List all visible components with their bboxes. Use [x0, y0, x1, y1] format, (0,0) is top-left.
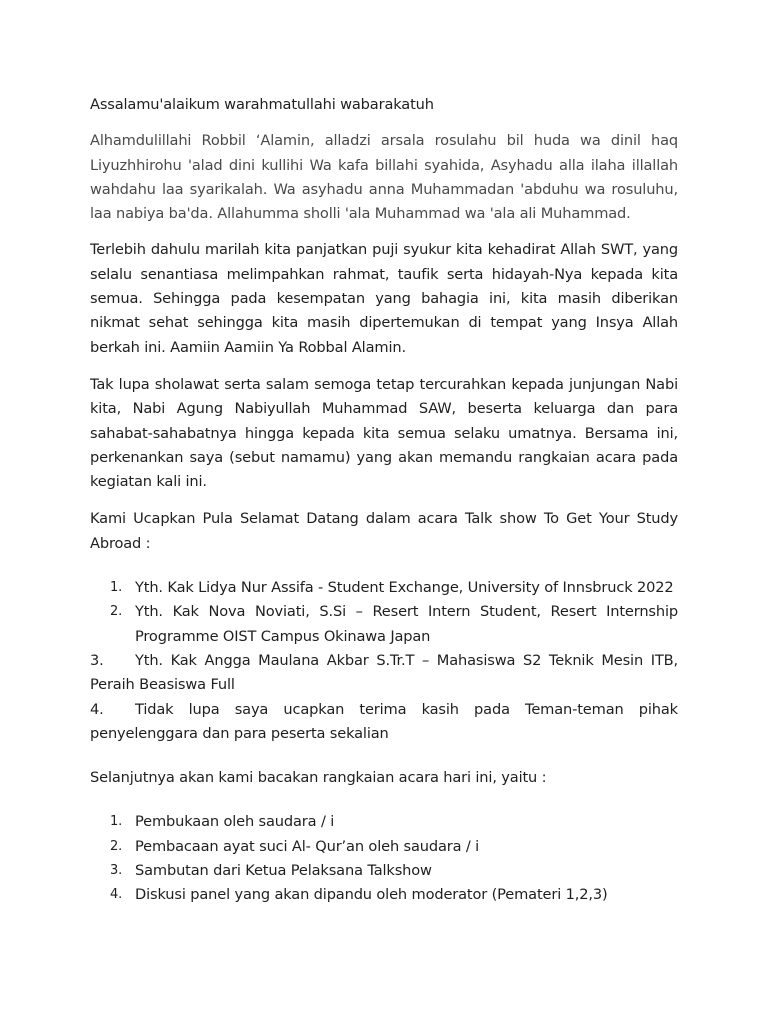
- list-marker: 3.: [90, 651, 104, 669]
- list-marker: 4.: [110, 887, 123, 903]
- sholawat-paragraph: Tak lupa sholawat serta salam semoga tetap tercurahkan kepada junjungan Nabi kita, Nabi Agung Nabiyullah Muhammad SAW, beserta keluarga dan para sahabat-sahabatnya hingga kepada kita semua selaku umatnya. Bersama ini, perkenankan saya (sebut namamu) yang akan memandu rangkaian acara pada kegiatan kali ini.: [90, 375, 678, 491]
- speaker-list: [90, 576, 678, 649]
- greeting-line: Assalamu'alaikum warahmatullahi wabarakatuh: [90, 96, 434, 113]
- list-marker: 1.: [110, 580, 123, 596]
- list-item-flat: [90, 698, 678, 747]
- list-item-flat: [90, 649, 678, 698]
- document-page: [90, 93, 678, 908]
- list-item: [90, 600, 678, 649]
- list-item: [90, 835, 678, 859]
- list-marker: 4.: [90, 700, 104, 718]
- list-item-text: Tidak lupa saya ucapkan terima kasih pada Teman-teman pihak penyelenggara dan para peserta sekalian: [90, 700, 678, 742]
- list-item-text: Yth. Kak Angga Maulana Akbar S.Tr.T – Mahasiswa S2 Teknik Mesin ITB, Peraih Beasiswa Full: [90, 651, 678, 694]
- list-marker: 2.: [110, 838, 123, 854]
- list-item: [90, 576, 678, 600]
- list-item-text: Yth. Kak Nova Noviati, S.Si – Resert Intern Student, Resert Internship Programme OIST Campus Okinawa Japan: [135, 603, 678, 645]
- list-marker: 2.: [110, 604, 123, 620]
- list-item-text: Sambutan dari Ketua Pelaksana Talkshow: [135, 862, 432, 880]
- list-item-text: Pembukaan oleh saudara / i: [135, 813, 335, 831]
- opening-prayer-paragraph: Alhamdulillahi Robbil ‘Alamin, alladzi arsala rosulahu bil huda wa dinil haq Liyuzhhirohu 'alad dini kullihi Wa kafa billahi syahida, Asyhadu alla ilaha illallah wahdahu laa syarikalah. Wa asyhadu anna Muhammadan 'abduhu wa rosuluhu, laa nabiya ba'da. Allahumma sholli 'ala Muhammad wa 'ala ali Muhammad.: [90, 132, 678, 223]
- list-item-text: Diskusi panel yang akan dipandu oleh moderator (Pemateri 1,2,3): [135, 886, 608, 904]
- list-item: [90, 810, 678, 834]
- list-item-text: Pembacaan ayat suci Al- Qur’an oleh saudara / i: [135, 837, 480, 855]
- list-marker: 3.: [110, 863, 123, 879]
- list-item: [90, 883, 678, 907]
- list-marker: 1.: [110, 814, 123, 830]
- list-item-text: Yth. Kak Lidya Nur Assifa - Student Exchange, University of Innsbruck 2022: [135, 579, 674, 597]
- agenda-list: [90, 810, 678, 907]
- gratitude-paragraph: Terlebih dahulu marilah kita panjatkan puji syukur kita kehadirat Allah SWT, yang selalu senantiasa melimpahkan rahmat, taufik serta hidayah-Nya kepada kita semua. Sehingga pada kesempatan yang bahagia ini, kita masih diberikan nikmat sehat sehingga kita masih dipertemukan di tempat yang Insya Allah berkah ini. Aamiin Aamiin Ya Robbal Alamin.: [90, 241, 678, 356]
- agenda-intro: Selanjutnya akan kami bacakan rangkaian acara hari ini, yaitu :: [90, 769, 547, 787]
- list-item: [90, 859, 678, 883]
- welcome-paragraph: Kami Ucapkan Pula Selamat Datang dalam acara Talk show To Get Your Study Abroad :: [90, 510, 678, 552]
